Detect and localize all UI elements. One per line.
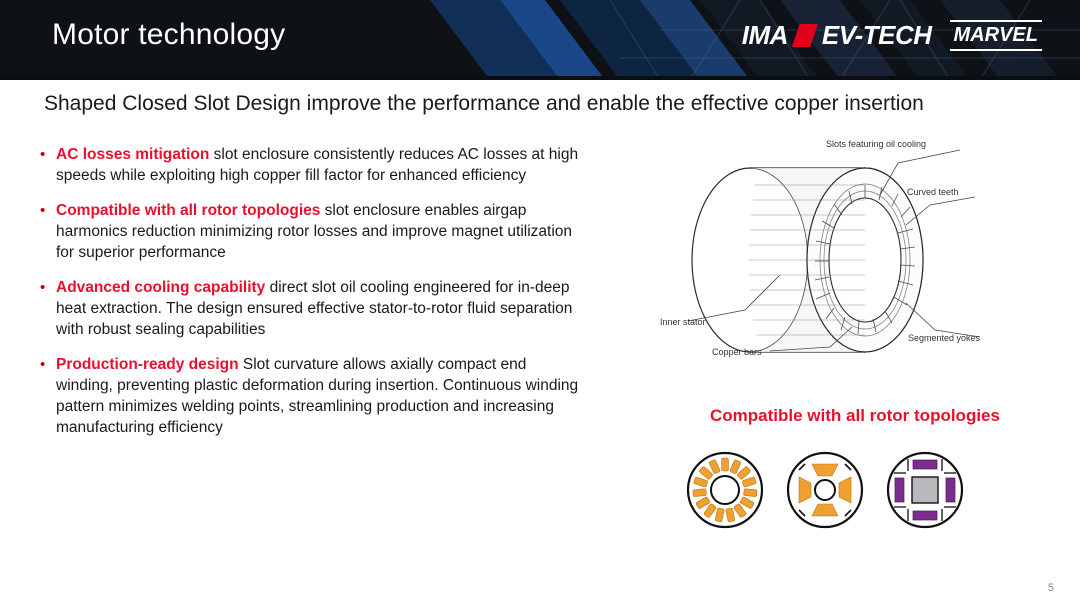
bullet-marker: • (40, 146, 46, 163)
bullet-list (40, 144, 580, 452)
ima-evtech-logo (742, 20, 932, 51)
rotor-icon-surface-magnet (688, 453, 762, 527)
evtech-logo-text: EV-TECH (821, 20, 932, 50)
rotor-icon-interior-magnet (788, 453, 862, 527)
list-item (40, 277, 580, 340)
logo-group (742, 20, 1042, 51)
bullet-body: Slot curvature allows axially compact end winding, preventing plastic deformation during insertion. Continuous winding pattern minimizes welding points, streamlining production and increasing manufacturing efficiency (56, 356, 579, 436)
annotation-copper-bars: Copper bars (712, 347, 762, 357)
bullet-lead: Compatible with all rotor topologies (56, 202, 321, 219)
bullet-marker: • (40, 279, 46, 296)
slide-header (0, 0, 1080, 80)
rotor-icon-reluctance (888, 453, 962, 527)
bullet-body: slot enclosure consistently reduces AC losses at high speeds while exploiting high copper fill factor for enhanced efficiency (56, 146, 579, 184)
bullet-text (56, 277, 580, 340)
bullet-marker: • (40, 356, 46, 373)
slide-subtitle: Shaped Closed Slot Design improve the performance and enable the effective copper insertion (44, 92, 924, 115)
marvel-logo (950, 22, 1042, 49)
rotor-section-title: Compatible with all rotor topologies (710, 406, 1000, 425)
bullet-text (56, 200, 580, 263)
page-title: Motor technology (52, 18, 286, 51)
annotation-inner-stator: Inner stator (660, 317, 706, 327)
list-item (40, 200, 580, 263)
page-number: 5 (1047, 582, 1054, 594)
bullet-body: direct slot oil cooling engineered for in-deep heat extraction. The design ensured effective stator-to-rotor fluid separation with robust sealing capabilities (56, 279, 573, 338)
marvel-logo-text: MARVEL (953, 24, 1038, 46)
annotation-segmented-yokes: Segmented yokes (908, 333, 981, 343)
stator-illustration (630, 125, 1060, 375)
bullet-lead: AC losses mitigation (56, 146, 210, 163)
rotor-topology-icons (655, 440, 1055, 540)
ima-slash-icon (792, 24, 818, 47)
bullet-text (56, 144, 580, 186)
marvel-logo-underline (950, 49, 1042, 51)
annotation-slots-oil-cooling: Slots featuring oil cooling (826, 139, 927, 149)
ima-logo-text: IMA (741, 20, 788, 50)
annotation-curved-teeth: Curved teeth (907, 187, 959, 197)
bullet-text (56, 354, 580, 438)
list-item (40, 354, 580, 438)
bullet-lead: Advanced cooling capability (56, 279, 266, 296)
bullet-marker: • (40, 202, 46, 219)
rotor-topology-group (655, 440, 1055, 540)
bullet-lead: Production-ready design (56, 356, 239, 373)
marvel-logo-overline (950, 20, 1042, 22)
list-item (40, 144, 580, 186)
stator-diagram (630, 125, 1060, 375)
bullet-body: slot enclosure enables airgap harmonics reduction minimizing rotor losses and improve magnet utilization for superior performance (56, 202, 573, 261)
